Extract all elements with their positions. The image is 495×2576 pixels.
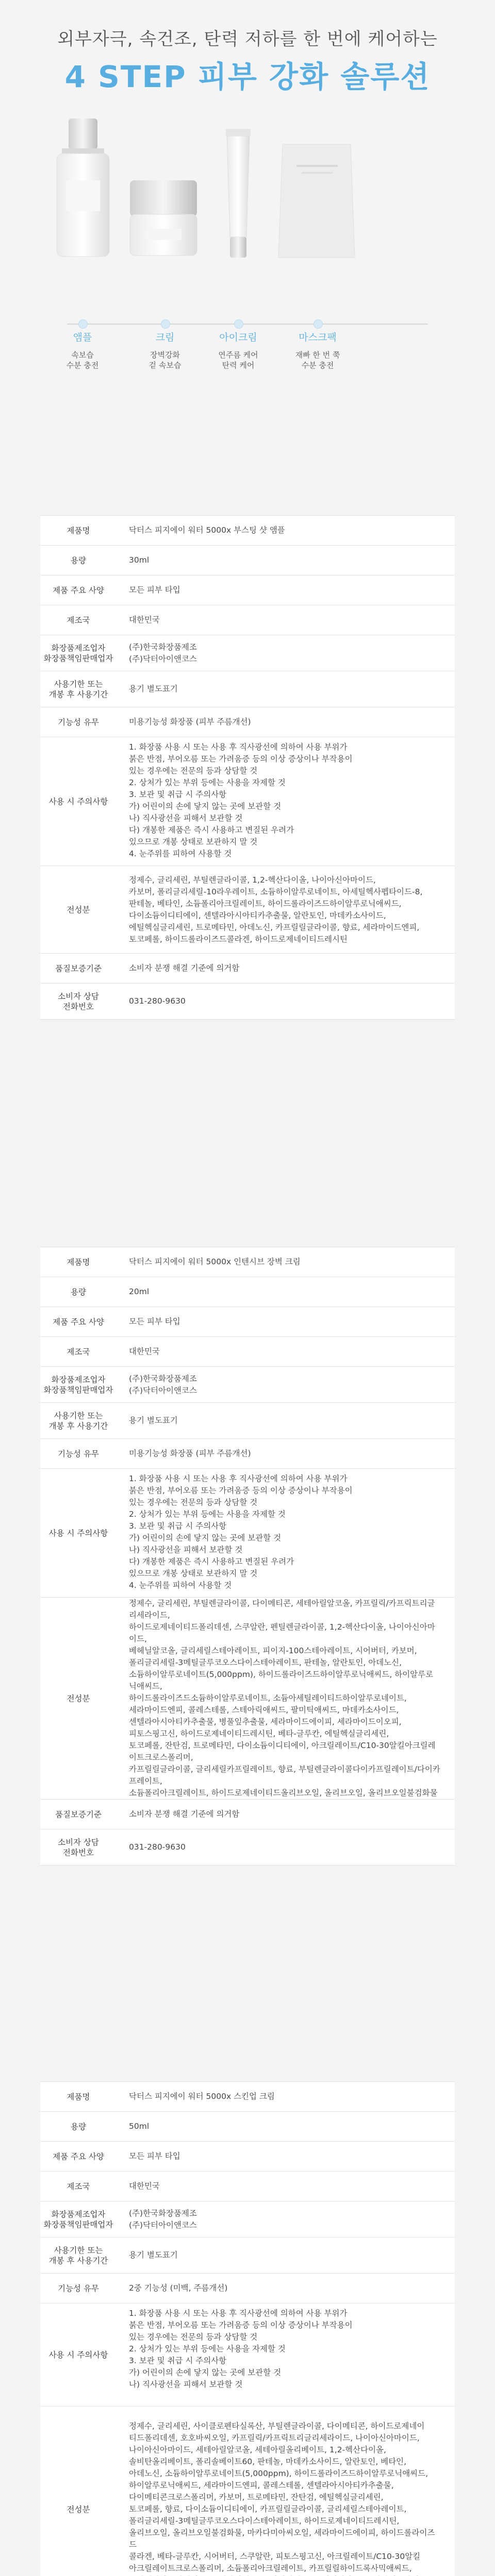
label-cs-phone: 소비자 상담 전화번호 xyxy=(40,1829,117,1866)
value-ingredients: 정제수, 글리세린, 부틸렌글라이콜, 1,2-헥산다이올, 나이아신아마이드, 카보머, 폴리글리세릴-10라우레이트, 소듐하이알루로네이트, 아세틸헥사펩타이드-8, 판테놀, 베타인, 소듐폴리아크릴레이트, 하이드롤라이즈드하이알루로닉애씨드, 다이소듐이디티에이, 센텔라아시아티카추출물, 알란토인, 마데카소사이드, 에틸헥실글리세린, 트로메타민, 아데노신, 카프릴릴글라이콜, 향료, 세라마이드엔피, 토코페롤, 하이드롤라이즈드콜라겐, 하이드로제네이티드레시틴 xyxy=(117,866,455,954)
label-product-name: 제품명 xyxy=(40,2082,117,2112)
label-company: 화장품제조업자 화장품책임판매업자 xyxy=(40,1367,117,1403)
step-name: 마스크팩 xyxy=(299,332,337,343)
label-spec: 제품 주요 사양 xyxy=(40,1307,117,1337)
label-period: 사용기한 또는 개봉 후 사용기간 xyxy=(40,1403,117,1439)
hero-subtitle: 외부자극, 속건조, 탄력 저하를 한 번에 케어하는 xyxy=(57,29,438,49)
value-volume: 50ml xyxy=(117,2112,455,2142)
step-dot xyxy=(161,319,170,329)
value-country: 대한민국 xyxy=(117,1337,455,1367)
step-timeline xyxy=(67,324,428,325)
value-volume: 30ml xyxy=(117,546,455,575)
label-caution: 사용 시 주의사항 xyxy=(40,1469,117,1598)
value-spec: 모든 피부 타입 xyxy=(117,2142,455,2172)
label-period: 사용기한 또는 개봉 후 사용기간 xyxy=(40,671,117,707)
step-mask xyxy=(279,330,356,370)
value-ingredients: 정제수, 글리세린, 사이클로펜타실록산, 부틸렌글라이콜, 다이메티콘, 하이드로제네이 티드폴리데센, 호호바씨오일, 카프릴릭/카프릭트리글리세라이드, 나이아신아마이드, 나이아신아마이드, 세테아릴알코올, 세테아릴올리베이트, 1,2-헥산다이올, 솔비탄올리베이트, 폴리솔베이트60, 판테놀, 마데카소사이드, 알란토인, 베타인, 아데노신, 소듐하이알루로네이트(5,000ppm), 하이드롤라이즈드하이알루로닉애씨드, 하이알루로닉애씨드, 세라마이드엔피, 콜레스테롤, 센텔라아시아티카추출물, 다이메티콘크로스폴리머, 카보머, 트로메타민, 잔탄검, 에틸헥실글리세린, 토코페롤, 향료, 다이소듐이디티에이, 카프릴릴글라이콜, 글리세릴스테아레이트, 폴리글리세릴-3메틸글루코오스다이스테아레이트, 하이드로제네이티드레시틴, 올리브오일, 올리브오일불검화물, 마카다미아씨오일, 세라마이드에이피, 하이드롤라이즈드 콜라겐, 베타-글루칸, 시어버터, 스쿠알란, 피토스핑고신, 아크릴레이트/C10-30알킬 아크릴레이트크로스폴리머, 소듐폴리아크릴레이트, 카프릴릴하이드록사믹애씨드, xyxy=(117,2406,455,2576)
step-cream xyxy=(126,330,204,370)
label-ingredients: 전성분 xyxy=(40,1598,117,1800)
step-desc: 속보습 수분 충전 xyxy=(66,350,99,370)
mask-pouch-icon xyxy=(278,144,355,258)
value-cs-phone: 031-280-9630 xyxy=(117,984,455,1020)
value-caution: 1. 화장품 사용 시 또는 사용 후 직사광선에 의하여 사용 부위가 붉은 반점, 부어오름 또는 가려움증 등의 이상 증상이나 부작용이 있는 경우에는 전문의 등과 상담할 것 2. 상처가 있는 부위 등에는 사용을 자제할 것 3. 보관 및 취급 시 주의사항 가) 어린이의 손에 닿지 않는 곳에 보관할 것 나) 직사광선을 피해서 보관할 것 다) 개봉한 제품은 즉시 사용하고 변질된 우려가 있으므로 개봉 상태로 보관하지 말 것 4. 눈주위를 피하여 사용할 것 xyxy=(117,1469,455,1598)
value-caution: 1. 화장품 사용 시 또는 사용 후 직사광선에 의하여 사용 부위가 붉은 반점, 부어오름 또는 가려움증 등의 이상 증상이나 부작용이 있는 경우에는 전문의 등과 상담할 것 2. 상처가 있는 부위 등에는 사용을 자제할 것 3. 보관 및 취급 시 주의사항 가) 어린이의 손에 닿지 않는 곳에 보관할 것 나) 직사광선을 피해서 보관할 것 xyxy=(117,2303,455,2406)
label-company: 화장품제조업자 화장품책임판매업자 xyxy=(40,635,117,671)
value-functional: 미용기능성 화장품 (피부 주름개선) xyxy=(117,707,455,737)
value-product-name: 닥터스 피지에이 워터 5000x 인텐시브 장벽 크림 xyxy=(117,1247,455,1277)
step-dot xyxy=(78,319,88,329)
label-caution: 사용 시 주의사항 xyxy=(40,737,117,866)
step-desc: 장벽강화 겉 속보습 xyxy=(148,350,182,370)
value-quality: 소비자 분쟁 해결 기준에 의거함 xyxy=(117,954,455,984)
value-ingredients: 정제수, 글리세린, 부틸렌글라이콜, 다이메티콘, 세테아릴알코올, 카프릴릭/카프릭트리글리세라이드, 하이드로제네이티드폴리데센, 스쿠알란, 펜틸렌글라이콜, 1,2-헥산다이올, 나이아신아마이드, 베헤닐알코올, 글리세릴스테아레이트, 피이지-100스테아레이트, 시어버터, 카보머, 폴리글리세릴-3메틸글루코오스다이스테아레이트, 판테놀, 알란토인, 아데노신, 소듐하이알루로네이트(5,000ppm), 하이드롤라이즈드하이알루로닉애씨드, 하이알루로닉애씨드, 하이드롤라이즈드소듐하이알루로네이트, 소듐아세틸레이티드하이알루로네이트, 세라마이드엔피, 콜레스테롤, 스테아릭애씨드, 팔미틱애씨드, 마데카소사이드, 센텔라아시아티카추출물, 병풀잎추출물, 세라마이드에이피, 세라마이드이오피, 피토스핑고신, 하이드로제네이티드레시틴, 베타-글루칸, 에틸헥실글리세린, 토코페롤, 잔탄검, 트로메타민, 다이소듐이디티에이, 아크릴레이트/C10-30알킬아크릴레이트크로스폴리머, 카프릴릴글라이콜, 글리세릴카프릴레이트, 향료, 부틸렌글라이콜다이카프릴레이트/다이카프레이트, 소듐폴리아크릴레이트, 하이드로제네이티드올리브오일, 올리브오일, 올리브오일불검화물 xyxy=(117,1598,455,1800)
product-info-table xyxy=(40,515,455,1020)
value-volume: 20ml xyxy=(117,1277,455,1307)
value-country: 대한민국 xyxy=(117,605,455,635)
product-info-table xyxy=(40,2081,455,2576)
step-ampoule xyxy=(44,330,121,370)
label-product-name: 제품명 xyxy=(40,1247,117,1277)
value-product-name: 닥터스 피지에이 워터 5000x 스킨업 크림 xyxy=(117,2082,455,2112)
value-spec: 모든 피부 타입 xyxy=(117,575,455,605)
step-name: 앰플 xyxy=(73,332,92,343)
label-volume: 용량 xyxy=(40,2112,117,2142)
label-ingredients: 전성분 xyxy=(40,866,117,954)
value-period: 용기 별도표기 xyxy=(117,2238,455,2274)
label-ingredients: 전성분 xyxy=(40,2406,117,2576)
product-info-sheet-skinup-cream xyxy=(40,2081,455,2576)
value-country: 대한민국 xyxy=(117,2172,455,2201)
label-country: 제조국 xyxy=(40,2172,117,2201)
product-info-sheet-ampoule xyxy=(40,515,455,1020)
label-caution: 사용 시 주의사항 xyxy=(40,2303,117,2406)
label-country: 제조국 xyxy=(40,1337,117,1367)
value-product-name: 닥터스 피지에이 워터 5000x 부스팅 샷 앰플 xyxy=(117,516,455,546)
step-desc: 재빠 한 번 쭉 수분 충전 xyxy=(295,350,340,370)
product-info-table xyxy=(40,1247,455,1866)
label-quality: 품질보증기준 xyxy=(40,1800,117,1829)
label-volume: 용량 xyxy=(40,1277,117,1307)
value-period: 용기 별도표기 xyxy=(117,1403,455,1439)
label-functional: 기능성 유무 xyxy=(40,2274,117,2303)
label-spec: 제품 주요 사양 xyxy=(40,575,117,605)
cream-jar-icon xyxy=(130,180,197,256)
step-eye-cream xyxy=(200,330,277,370)
label-period: 사용기한 또는 개봉 후 사용기간 xyxy=(40,2238,117,2274)
product-lineup-image xyxy=(0,108,495,289)
value-period: 용기 별도표기 xyxy=(117,671,455,707)
label-product-name: 제품명 xyxy=(40,516,117,546)
value-company: (주)한국화장품제조 (주)닥터아이앤코스 xyxy=(117,2201,455,2238)
label-quality: 품질보증기준 xyxy=(40,954,117,984)
product-info-sheet-barrier-cream xyxy=(40,1247,455,1866)
label-country: 제조국 xyxy=(40,605,117,635)
value-cs-phone: 031-280-9630 xyxy=(117,1829,455,1866)
step-dot xyxy=(314,319,323,329)
step-name: 크림 xyxy=(155,332,175,343)
label-functional: 기능성 유무 xyxy=(40,1439,117,1469)
value-company: (주)한국화장품제조 (주)닥터아이앤코스 xyxy=(117,635,455,671)
hero-section xyxy=(0,0,495,412)
value-company: (주)한국화장품제조 (주)닥터아이앤코스 xyxy=(117,1367,455,1403)
ampoule-bottle-icon xyxy=(57,118,109,257)
label-volume: 용량 xyxy=(40,546,117,575)
value-functional: 2중 기능성 (미백, 주름개선) xyxy=(117,2274,455,2303)
eye-cream-tube-icon xyxy=(226,129,251,258)
value-quality: 소비자 분쟁 해결 기준에 의거함 xyxy=(117,1800,455,1829)
value-functional: 미용기능성 화장품 (피부 주름개선) xyxy=(117,1439,455,1469)
label-cs-phone: 소비자 상담 전화번호 xyxy=(40,984,117,1020)
hero-title: 4 STEP 피부 강화 솔루션 xyxy=(64,59,431,94)
value-spec: 모든 피부 타입 xyxy=(117,1307,455,1337)
step-desc: 연주름 케어 탄력 케어 xyxy=(218,350,258,370)
value-caution: 1. 화장품 사용 시 또는 사용 후 직사광선에 의하여 사용 부위가 붉은 반점, 부어오름 또는 가려움증 등의 이상 증상이나 부작용이 있는 경우에는 전문의 등과 상담할 것 2. 상처가 있는 부위 등에는 사용을 자제할 것 3. 보관 및 취급 시 주의사항 가) 어린이의 손에 닿지 않는 곳에 보관할 것 나) 직사광선을 피해서 보관할 것 다) 개봉한 제품은 즉시 사용하고 변질된 우려가 있으므로 개봉 상태로 보관하지 말 것 4. 눈주위를 피하여 사용할 것 xyxy=(117,737,455,866)
label-company: 화장품제조업자 화장품책임판매업자 xyxy=(40,2201,117,2238)
step-name: 아이크림 xyxy=(219,332,257,343)
step-dot xyxy=(234,319,243,329)
label-spec: 제품 주요 사양 xyxy=(40,2142,117,2172)
label-functional: 기능성 유무 xyxy=(40,707,117,737)
